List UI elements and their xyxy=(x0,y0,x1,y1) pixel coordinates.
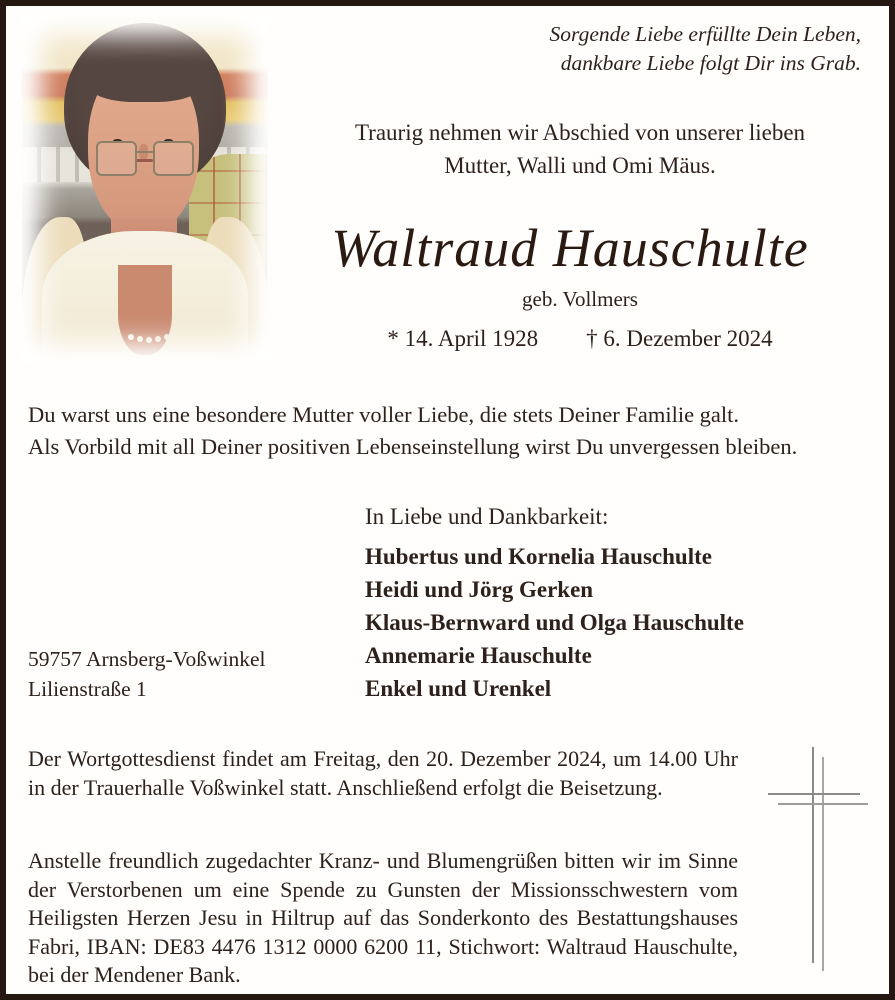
photo-neckline xyxy=(118,265,172,355)
list-item: Heidi und Jörg Gerken xyxy=(365,577,594,602)
glasses-icon xyxy=(96,141,194,172)
tribute-line2: Als Vorbild mit all Deiner positiven Lebenseinstellung wirst Du unvergessen bleiben. xyxy=(28,434,798,459)
death-date: † 6. Dezember 2024 xyxy=(586,326,773,351)
deceased-name: Waltraud Hauschulte xyxy=(331,218,809,278)
photo-hair-fringe xyxy=(86,54,204,102)
cross-icon xyxy=(760,740,880,980)
farewell-heading: In Liebe und Dankbarkeit: xyxy=(365,504,609,529)
family-address xyxy=(28,644,266,704)
tribute-line1: Du warst uns eine besondere Mutter voller Liebe, die stets Deiner Familie galt. xyxy=(28,402,740,427)
list-item: Klaus-Bernward und Olga Hauschulte xyxy=(365,610,744,635)
epitaph-quote-line2: dankbare Liebe folgt Dir ins Grab. xyxy=(560,51,861,75)
donation-request: Anstelle freundlich zugedachter Kranz- und Blumengrüßen bitten wir im Sinne der Verstorbenen um eine Spende zu Gunsten der Missionsschwestern vom Heiligsten Herzen Jesu in Hiltrup auf das Sonderkonto des Bestattungshauses Fabri, IBAN: DE83 4476 1312 0000 6200 11, Stichwort: Waltraud Hauschulte, bei der Mendener Bank. xyxy=(28,848,738,987)
portrait-photo xyxy=(22,16,268,362)
maiden-name: geb. Vollmers xyxy=(522,287,638,311)
tribute-text xyxy=(28,399,873,463)
announcement-line2: Mutter, Walli und Omi Mäus. xyxy=(444,153,716,178)
list-item: Annemarie Hauschulte xyxy=(365,643,592,668)
mourners-list xyxy=(365,540,744,705)
epitaph-quote xyxy=(550,20,861,78)
announcement-line1: Traurig nehmen wir Abschied von unserer lieben xyxy=(354,120,806,145)
epitaph-quote-line1: Sorgende Liebe erfüllte Dein Leben, xyxy=(549,22,861,46)
announcement-text xyxy=(270,116,890,182)
birth-date: * 14. April 1928 xyxy=(387,326,539,351)
life-dates xyxy=(270,326,890,352)
list-item: Hubertus und Kornelia Hauschulte xyxy=(365,544,712,569)
address-line1: 59757 Arnsberg-Voßwinkel xyxy=(28,647,266,671)
list-item: Enkel und Urenkel xyxy=(365,676,552,701)
address-line2: Lilienstraße 1 xyxy=(28,677,147,701)
service-details: Der Wortgottesdienst findet am Freitag, den 20. Dezember 2024, um 14.00 Uhr in der Trauerhalle Voßwinkel statt. Anschließend erfolgt die Beisetzung. xyxy=(28,746,738,800)
